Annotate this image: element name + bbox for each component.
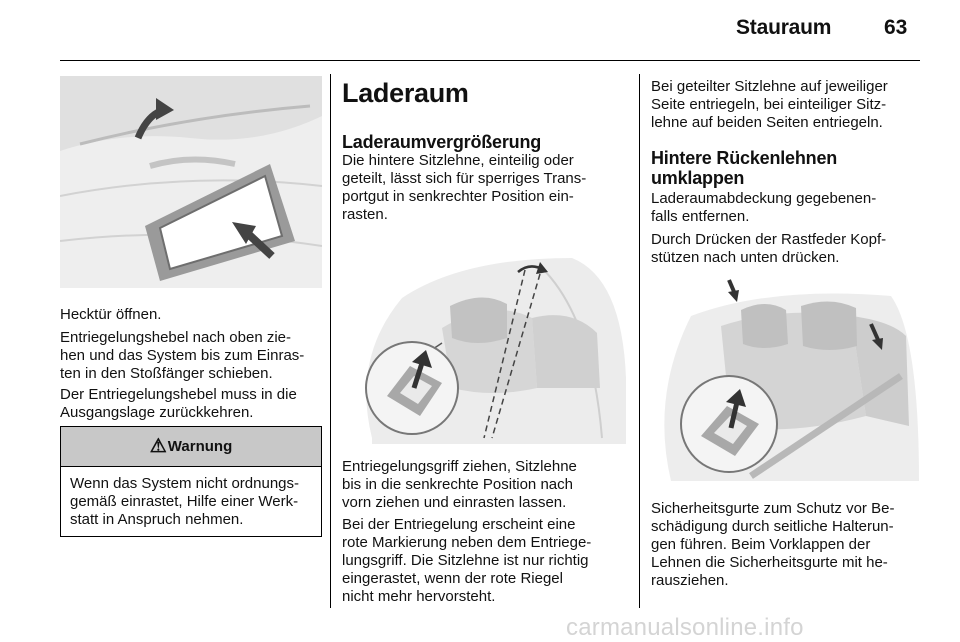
warning-box: [60, 426, 322, 537]
subheading-laderaumvergroesserung: Laderaumvergrößerung: [342, 132, 542, 152]
figure-seatback-unlock-illustration: [342, 238, 626, 444]
column-divider-right: [639, 74, 640, 608]
left-paragraph-2: Entriegelungshebel nach oben zie- hen und das System bis zum Einras- ten in den Stoßfänger schieben.: [60, 329, 305, 382]
figure-headrest-lowering-illustration: [651, 276, 919, 486]
middle-intro: Die hintere Sitzlehne, einteilig oder geteilt, lässt sich für sperriges Trans- portgut in senkrechter Position ein- rasten.: [342, 152, 587, 223]
warning-title: Warnung: [167, 438, 233, 455]
right-paragraph-3: Sicherheitsgurte zum Schutz vor Be- schädigung durch seitliche Halterun- gen führen. Beim Vorklappen der Lehnen die Sicherheitsgurte mit he- rausziehen.: [651, 500, 895, 589]
subheading-hintere-rueckenlehnen: Hintere Rückenlehnen umklappen: [651, 148, 838, 188]
left-paragraph-1: Hecktür öffnen.: [60, 306, 162, 323]
right-paragraph-1: Laderaumabdeckung gegebenen- falls entfernen.: [651, 190, 877, 225]
figure-rear-carrier-illustration: [60, 76, 322, 288]
right-paragraph-2: Durch Drücken der Rastfeder Kopf- stützen nach unten drücken.: [651, 231, 887, 266]
header-rule: [60, 60, 920, 61]
warning-header: [61, 427, 321, 467]
left-paragraph-3: Der Entriegelungshebel muss in die Ausgangslage zurückkehren.: [60, 386, 297, 421]
middle-paragraph-1: Entriegelungsgriff ziehen, Sitzlehne bis in die senkrechte Position nach vorn ziehen und einrasten lassen.: [342, 458, 577, 511]
page-number: 63: [884, 16, 908, 39]
middle-paragraph-2: Bei der Entriegelung erscheint eine rote Markierung neben dem Entriege- lungsgriff. Die Sitzlehne ist nur richtig eingerastet, wenn der rote Riegel nicht mehr hervorsteht.: [342, 516, 592, 605]
section-heading-laderaum: Laderaum: [342, 78, 469, 108]
warning-triangle-icon: ⚠: [149, 436, 167, 457]
warning-text: Wenn das System nicht ordnungs- gemäß einrastet, Hilfe einer Werk- statt in Anspruch nehmen.: [70, 475, 300, 528]
column-divider-left: [330, 74, 331, 608]
watermark: carmanualsonline.info: [566, 614, 804, 641]
right-intro: Bei geteilter Sitzlehne auf jeweiliger Seite entriegeln, bei einteiliger Sitz- lehne auf beiden Seiten entriegeln.: [651, 78, 888, 131]
running-header-title: Stauraum: [736, 16, 832, 39]
